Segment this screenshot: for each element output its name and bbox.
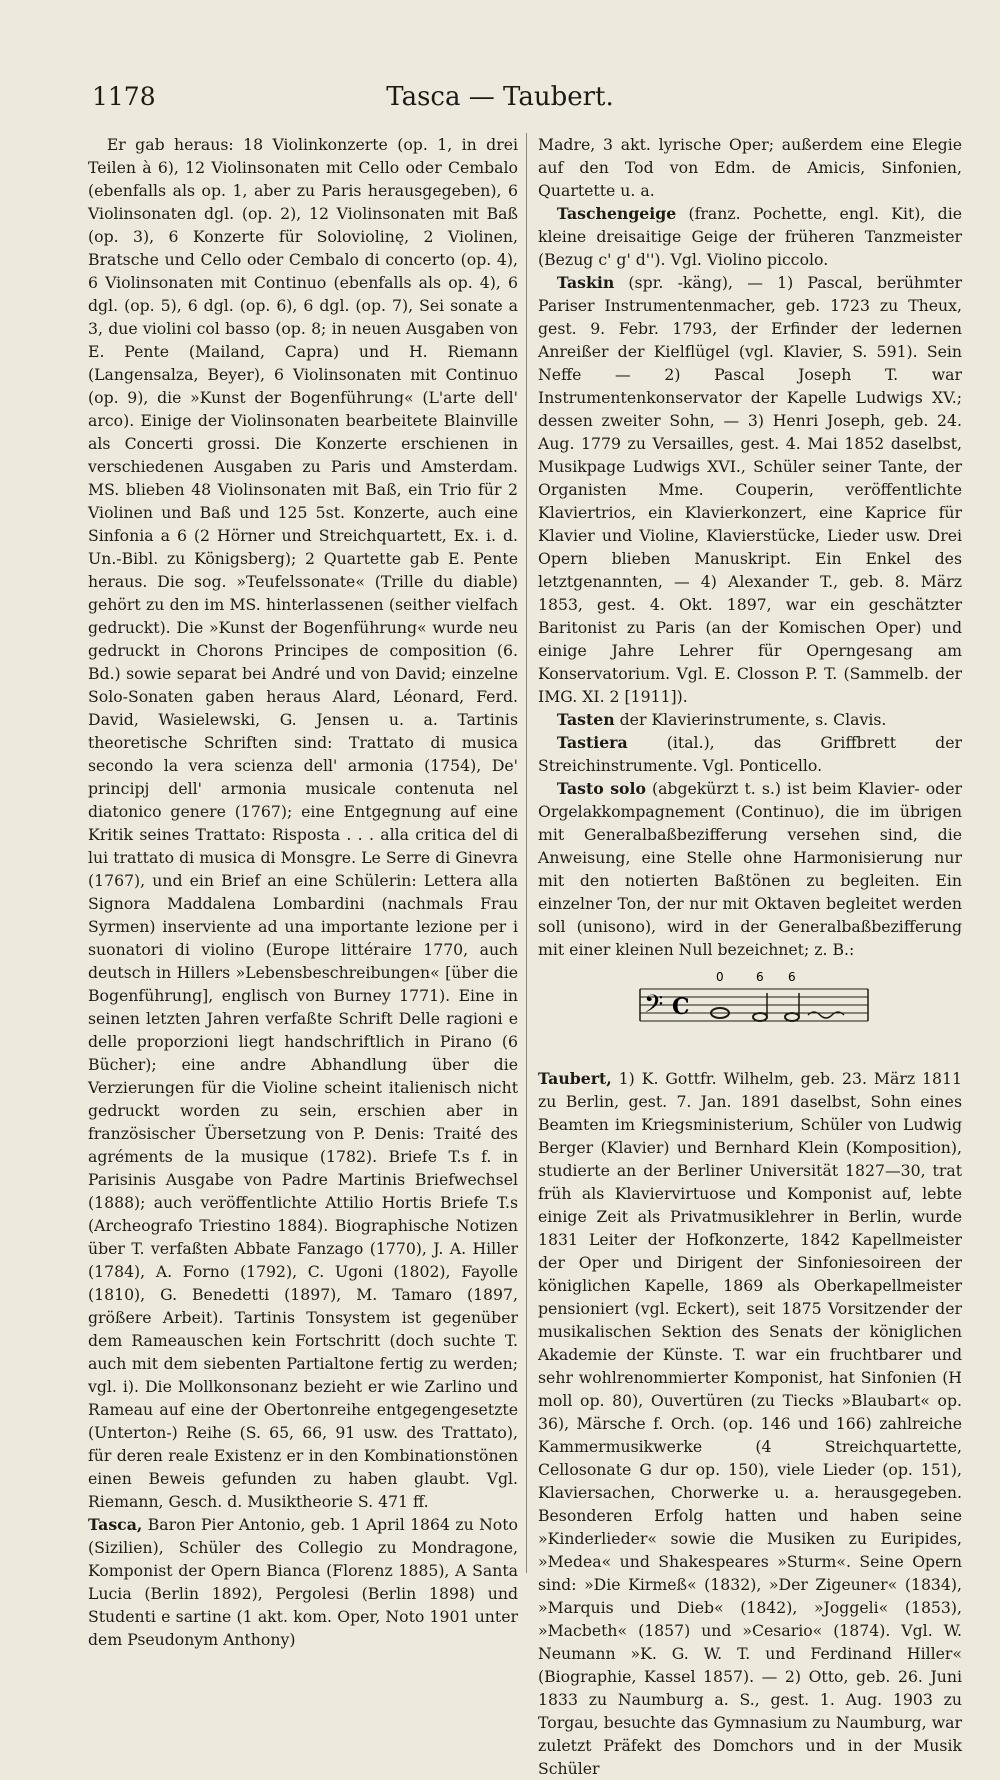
entry-text: (franz. Pochette, engl. Kit), die kleine dreisaitige Geige der früheren Tanzmeister (Bezug c' g' d''). Vgl. Violino piccolo. — [538, 204, 962, 269]
entry-tasto-solo — [538, 777, 962, 961]
entry-tartini-continued — [88, 133, 518, 1513]
entry-tastiera — [538, 731, 962, 777]
column-divider — [526, 133, 527, 1573]
note-half — [753, 1013, 767, 1021]
entry-headword: Tasca, — [88, 1515, 143, 1534]
entry-text: (abgekürzt t. s.) ist beim Klavier- oder Orgelakkompagnement (Continuo), die im übrigen mit Generalbaßbezifferung versehen sind, die Anweisung, eine Stelle ohne Harmonisierung nur mit den notierten Baßtönen zu begleiten. Ein einzelner Ton, der nur mit Oktaven begleitet werden soll (unisono), wird in der Generalbaßbezifferung mit einer kleinen Null bezeichnet; z. B.: — [538, 779, 962, 959]
note-half — [785, 1013, 799, 1021]
entry-headword: Taubert, — [538, 1069, 612, 1088]
entry-tasca-continued — [538, 133, 962, 202]
figure-1: 6 — [756, 970, 764, 984]
right-column — [538, 133, 962, 1780]
running-head: Tasca — Taubert. — [386, 82, 614, 112]
entry-tasca — [88, 1513, 518, 1651]
entry-headword: Taskin — [556, 273, 615, 292]
entry-text: Baron Pier Antonio, geb. 1 April 1864 zu Noto (Sizilien), Schüler des Collegio zu Mondragone, Komponist der Opern Bianca (Florenz 1885), A Santa Lucia (Berlin 1892), Pergolesi (Berlin 1898) und Studenti e sartine (1 akt. kom. Oper, Noto 1901 unter dem Pseudonym Anthony) — [88, 1515, 518, 1649]
entry-text: Madre, 3 akt. lyrische Oper; außerdem eine Elegie auf den Tod von Edm. de Amicis, Sinfonien, Quartette u. a. — [538, 135, 962, 200]
entry-headword: Tasten — [556, 710, 615, 729]
entry-text: (ital.), das Griffbrett der Streichinstrumente. Vgl. Ponticello. — [538, 733, 962, 775]
bass-clef-icon: 𝄢 — [644, 990, 664, 1025]
entry-taubert — [538, 1067, 962, 1780]
figure-0: 0 — [716, 970, 724, 984]
entry-taskin — [538, 271, 962, 708]
common-time-icon: C — [672, 994, 690, 1020]
entry-text: Er gab heraus: 18 Violinkonzerte (op. 1, in drei Teilen à 6), 12 Violinsonaten mit Cello oder Cembalo (ebenfalls als op. 1, aber zu Paris herausgegeben), 6 Violinsonaten dgl. (op. 2), 12 Violinsonaten mit Baß (op. 3), 6 Konzerte für Soloviolinę, 2 Violinen, Bratsche und Cello oder Cembalo di concerto (op. 4), 6 Violinsonaten mit Continuo (ebenfalls als op. 4), 6 dgl. (op. 5), 6 dgl. (op. 6), 6 dgl. (op. 7), Sei sonate a 3, due violini col basso (op. 8; in neuen Ausgaben von E. Pente (Mailand, Capra) und H. Riemann (Langensalza, Beyer), 6 Violinsonaten mit Continuo (op. 9), die »Kunst der Bogenführung« (L'arte dell' arco). Einige der Violinsonaten bearbeitete Blainville als Concerti grossi. Die Konzerte erschienen in verschiedenen Ausgaben zu Paris und Amsterdam. MS. blieben 48 Violinsonaten mit Baß, ein Trio für 2 Violinen und Baß und 125 5st. Konzerte, auch eine Sinfonia a 6 (2 Hörner und Streichquartett, Ex. i. d. Un.-Bibl. zu Königsberg); 2 Quartette gab E. Pente heraus. Die sog. »Teufelssonate« (Trille du diable) gehört zu den im MS. hinterlassenen (seither vielfach gedruckt). Die »Kunst der Bogenführung« wurde neu gedruckt in Chorons Principes de composition (6. Bd.) sowie separat bei André und von David; einzelne Solo-Sonaten gaben heraus Alard, Léonard, Ferd. David, Wasielewski, G. Jensen u. a. Tartinis theoretische Schriften sind: Trattato di musica secondo la vera scienza dell' armonia (1754), De' principj dell' armonia musicale contenuta nel diatonico genere (1767); eine Entgegnung auf eine Kritik seines Trattato: Risposta . . . alla critica del di lui trattato di musica di Monsgre. Le Serre di Ginevra (1767), und ein Brief an eine Schülerin: Lettera alla Signora Maddalena Lombardini (nachmals Frau Syrmen) inserviente ad una importante lezione per i suonatori di violino (Europe littéraire 1770, auch deutsch in Hillers »Lebensbeschreibungen« [über die Bogenführung], englisch von Burney 1771). Eine in seinen letzten Jahren verfaßte Schrift Delle ragioni e delle proporzioni liegt handschriftlich in Pirano (6 Bücher); eine andre Abhandlung über die Verzierungen für die Violine scheint italienisch nicht gedruckt worden zu sein, erschien aber in französischer Übersetzung von P. Denis: Traité des agréments de la musique (1782). Briefe T.s f. in Parisinis Ausgabe von Padre Martinis Briefwechsel (1888); auch veröffentlichte Attilio Hortis Briefe T.s (Archeografo Triestino 1884). Biographische Notizen über T. verfaßten Abbate Fanzago (1770), J. A. Hiller (1784), A. Forno (1792), C. Ugoni (1802), Fayolle (1810), G. Benedetti (1897), M. Tamaro (1897, größere Arbeit). Tartinis Tonsystem ist gegenüber dem Rameauschen kein Fortschritt (doch suchte T. auch mit dem siebenten Partialtone fertig zu werden; vgl. i). Die Mollkonsonanz bezieht er wie Zarlino und Rameau auf eine der Obertonreihe entgegengesetzte (Unterton-) Reihe (S. 65, 66, 91 usw. des Trattato), für deren reale Existenz er in den Kombinationstönen einen Beweis gefunden zu haben glaubt. Vgl. Riemann, Gesch. d. Musiktheorie S. 471 ff. — [88, 135, 518, 1511]
entry-text: (spr. -käng), — 1) Pascal, berühmter Pariser Instrumentenmacher, geb. 1723 zu Theux, gest. 9. Febr. 1793, der Erfinder der ledernen Anreißer der Kielflügel (vgl. Klavier, S. 591). Sein Neffe — 2) Pascal Joseph T. war Instrumentenkonservator der Kapelle Ludwigs XV.; dessen zweiter Sohn, — 3) Henri Joseph, geb. 24. Aug. 1779 zu Versailles, gest. 4. Mai 1852 daselbst, Musikpage Ludwigs XVI., Schüler seiner Tante, der Organisten Mme. Couperin, veröffentlichte Klaviertrios, ein Klavierkonzert, eine Kaprice für Klavier und Violine, Klavierstücke, Lieder usw. Drei Opern blieben Manuskript. Ein Enkel des letztgenannten, — 4) Alexander T., geb. 8. März 1853, gest. 4. Okt. 1897, war ein geschätzter Baritonist zu Paris (an der Komischen Oper) und einige Jahre Lehrer für Operngesang am Konservatorium. Vgl. E. Closson P. T. (Sammelb. der IMG. XI. 2 [1911]). — [538, 273, 962, 706]
entry-headword: Tasto solo — [556, 779, 646, 798]
bass-staff-figure — [628, 969, 878, 1039]
page-header — [0, 82, 1000, 122]
music-example — [538, 969, 962, 1041]
entry-taschengeige — [538, 202, 962, 271]
entry-text: 1) K. Gottfr. Wilhelm, geb. 23. März 1811 zu Berlin, gest. 7. Jan. 1891 daselbst, Sohn eines Beamten im Kriegsministerium, Schüler von Ludwig Berger (Klavier) und Bernhard Klein (Komposition), studierte an der Berliner Universität 1827—30, trat früh als Klaviervirtuose und Komponist auf, lebte einige Zeit als Privatmusiklehrer in Berlin, wurde 1831 Leiter der Hofkonzerte, 1842 Kapellmeister der Oper und Dirigent der Sinfoniesoireen der königlichen Kapelle, 1869 als Oberkapellmeister pensioniert (vgl. Eckert), seit 1875 Vorsitzender der musikalischen Sektion des Senats der königlichen Akademie der Künste. T. war ein fruchtbarer und sehr wohlrenommierter Komponist, hat Sinfonien (H moll op. 80), Ouvertüren (zu Tiecks »Blaubart« op. 36), Märsche f. Orch. (op. 146 und 166) zahlreiche Kammermusikwerke (4 Streichquartette, Cellosonate G dur op. 150), viele Lieder (op. 151), Klaviersachen, Chorwerke u. a. herausgegeben. Besonderen Erfolg hatten und haben seine »Kinderlieder« sowie die Musiken zu Euripides, »Medea« und Shakespeares »Sturm«. Seine Opern sind: »Die Kirmeß« (1832), »Der Zigeuner« (1834), »Marquis und Dieb« (1842), »Joggeli« (1853), »Macbeth« (1857) und »Cesario« (1874). Vgl. W. Neumann »K. G. W. T. und Ferdinand Hiller« (Biographie, Kassel 1857). — 2) Otto, geb. 26. Juni 1833 zu Naumburg a. S., gest. 1. Aug. 1903 zu Torgau, besuchte das Gymnasium zu Naumburg, war zuletzt Präfekt des Domchors und in der Musik Schüler — [538, 1069, 962, 1778]
entry-text: der Klavierinstrumente, s. Clavis. — [614, 710, 887, 729]
entry-tasten — [538, 708, 962, 731]
page-number: 1178 — [92, 82, 156, 111]
entry-headword: Taschengeige — [556, 204, 677, 223]
figure-2: 6 — [788, 970, 796, 984]
entry-headword: Tastiera — [556, 733, 628, 752]
left-column — [88, 133, 518, 1651]
